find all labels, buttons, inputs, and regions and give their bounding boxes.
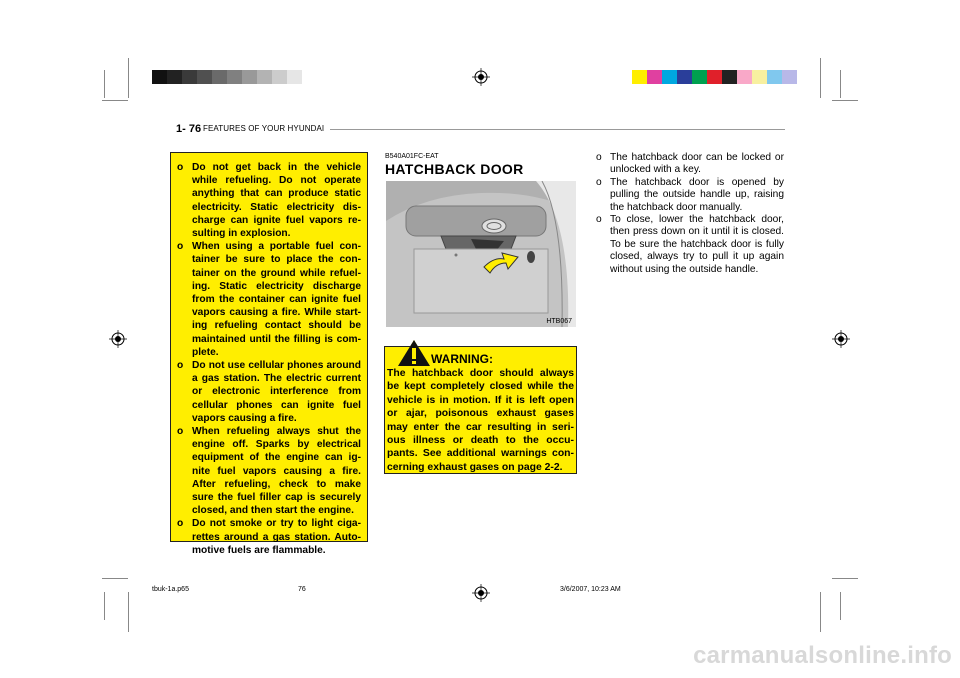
calibration-swatch [737, 70, 752, 84]
calibration-swatch [272, 70, 287, 84]
hatchback-door-illustration [386, 181, 576, 327]
calibration-swatch [287, 70, 302, 84]
calibration-swatch [782, 70, 797, 84]
color-calibration-bar [632, 70, 797, 84]
page-section-title: FEATURES OF YOUR HYUNDAI [203, 124, 325, 133]
watermark: carmanualsonline.info [693, 642, 952, 669]
instruction-item: o The hatchback door is opened by pulling the outside handle up, raising the hatchback door manually. [596, 176, 784, 213]
calibration-swatch [767, 70, 782, 84]
calibration-swatch [167, 70, 182, 84]
caution-item: o Do not get back in the vehicle while refueling. Do not operate anything that can produce static electricity. Static electricity dis- charge can ignite fuel vapors re- sulting in explosion. [177, 162, 361, 240]
registration-mark-icon [832, 330, 850, 348]
calibration-swatch [227, 70, 242, 84]
caution-item: o When refueling always shut the engine off. Sparks by electrical equipment of the engine can ig- nite fuel vapors causing a fire. After refueling, check to make sure the fuel filler cap is securely closed, and then start the engine. [177, 426, 361, 517]
hatchback-instructions [596, 152, 784, 276]
registration-mark-icon [109, 330, 127, 348]
caution-item: o Do not smoke or try to light ciga- rettes around a gas station. Auto- motive fuels are flammable. [177, 518, 361, 556]
registration-mark-icon [472, 68, 490, 86]
footer-date: 3/6/2007, 10:23 AM [560, 586, 621, 593]
refueling-caution-box [170, 152, 368, 556]
header-rule [330, 129, 785, 130]
footer-page: 76 [298, 586, 306, 593]
calibration-swatch [242, 70, 257, 84]
instruction-item: o To close, lower the hatchback door, then press down on it until it is closed. To be sure the hatchback door is fully closed, always try to pull it up again without using the outside handle. [596, 214, 784, 275]
calibration-swatch [632, 70, 647, 84]
calibration-swatch [152, 70, 167, 84]
calibration-swatch [647, 70, 662, 84]
calibration-swatch [182, 70, 197, 84]
warning-title: WARNING: [431, 352, 493, 366]
calibration-swatch [722, 70, 737, 84]
calibration-swatch [692, 70, 707, 84]
section-code: B540A01FC-EAT [385, 153, 439, 160]
figure-label: HTB067 [546, 318, 572, 325]
calibration-swatch [752, 70, 767, 84]
calibration-swatch [662, 70, 677, 84]
calibration-swatch [257, 70, 272, 84]
warning-text: The hatchback door should always be kept completely closed while the vehicle is in motion. If it is left open or ajar, poisonous exhaust gases may enter the car resulting in seri- ous illness or death to the occu- pants. See additional warnings con- cerning exhaust gases on page 2-2. [387, 368, 574, 473]
calibration-swatch [212, 70, 227, 84]
warning-triangle-icon [397, 339, 431, 367]
calibration-swatch [197, 70, 212, 84]
registration-mark-icon [472, 584, 490, 602]
warning-box [384, 346, 577, 474]
calibration-swatch [677, 70, 692, 84]
footer-file: tbuk-1a.p65 [152, 586, 189, 593]
page-number: 1- 76 [176, 123, 202, 135]
caution-item: o Do not use cellular phones around a gas station. The electric current or electronic interference from cellular phones can ignite fuel vapors causing a fire. [177, 360, 361, 424]
grayscale-calibration-bar [152, 70, 302, 84]
calibration-swatch [707, 70, 722, 84]
caution-item: o When using a portable fuel con- tainer be sure to place the con- tainer on the ground while refuel- ing. Static electricity discharge from the container can ignite fuel vapors causing a fire. While start- ing refueling contact should be maintained until the filling is com- plete. [177, 241, 361, 358]
section-title: HATCHBACK DOOR [385, 161, 524, 177]
hatchback-illustration-icon [386, 181, 576, 327]
instruction-item: o The hatchback door can be locked or unlocked with a key. [596, 152, 784, 176]
